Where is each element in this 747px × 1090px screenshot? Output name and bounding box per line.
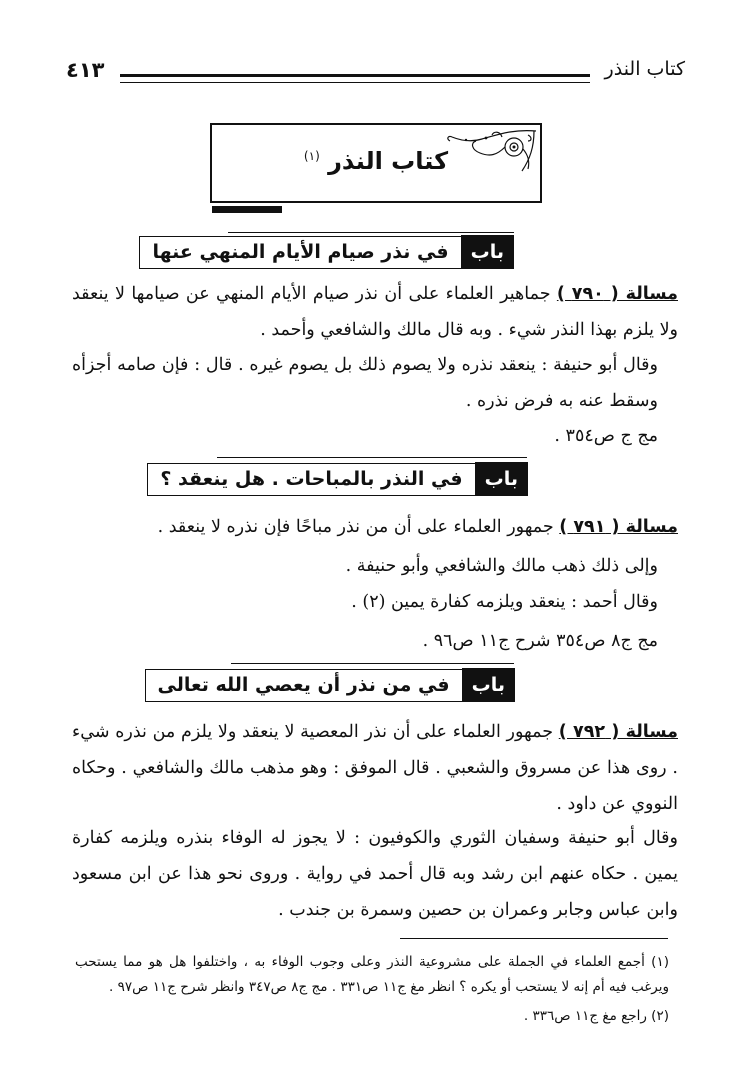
issue-label: مسالة ( ٧٩١ ) xyxy=(559,517,678,537)
chapter-footnote-ref: (١) xyxy=(303,149,320,163)
section-title: في نذر صيام الأيام المنهي عنها xyxy=(139,236,460,269)
chapter-title-text: كتاب النذر xyxy=(328,147,449,175)
paragraph xyxy=(72,276,678,348)
section-heading xyxy=(157,668,515,702)
paragraph-text: جمهور العلماء على أن نذر المعصية لا ينعقد ولا يلزم من نذره شيء . روى هذا عن مسروق والشعبي . قال الموفق : وهو مذهب مالك والشافعي . وحكاه النووي عن داود . xyxy=(72,722,678,814)
paragraph-text: وقال أبو حنيفة وسفيان الثوري والكوفيون : لا يجوز له الوفاء بنذره ويلزمه كفارة يمين . حكاه عنهم ابن رشد وبه قال أحمد في رواية . وروى نحو هذا عن ابن مسعود وابن عباس وجابر وعمران بن حصين وسمرة بن جندب . xyxy=(72,828,678,920)
paragraph xyxy=(72,509,678,545)
section-heading xyxy=(160,462,528,496)
paragraph-text: وقال أحمد : ينعقد ويلزمه كفارة يمين (٢) . xyxy=(351,592,658,612)
section-top-rule xyxy=(217,457,527,458)
footnote: (١) أجمع العلماء في الجملة على مشروعية النذر وعلى وجوب الوفاء به ، واختلفوا هل هو مما يستحب ويرغب فيه أم إنه لا يستحب أو يكره ؟ انظر مغ ج١١ ص٣٣١ . مج ج٨ ص٣٤٧ وانظر شرح ج١١ ص٩٧ . xyxy=(75,954,669,995)
paragraph xyxy=(72,584,658,620)
issue-label: مسالة ( ٧٩٠ ) xyxy=(556,284,678,304)
issue-label: مسالة ( ٧٩٢ ) xyxy=(558,722,678,742)
running-header-title: كتاب النذر xyxy=(604,58,685,80)
section-heading xyxy=(152,235,514,269)
section-title: في النذر بالمباحات . هل ينعقد ؟ xyxy=(147,463,474,496)
paragraph-text: وقال أبو حنيفة : ينعقد نذره ولا يصوم ذلك بل يصوم غيره . قال : فإن صامه أجزأه وسقط عنه به فرض نذره . xyxy=(72,355,658,411)
chapter-box-shadow-bar xyxy=(212,206,282,213)
section-badge: باب xyxy=(475,462,528,496)
chapter-title-box xyxy=(210,123,542,203)
section-badge: باب xyxy=(462,668,515,702)
reference-line xyxy=(72,623,658,659)
chapter-title xyxy=(212,147,540,175)
footnote-separator xyxy=(400,938,668,939)
paragraph xyxy=(72,820,678,928)
reference-line xyxy=(72,418,658,454)
paragraph-text: مج ج ص٣٥٤ . xyxy=(554,426,658,446)
header-rule xyxy=(120,74,590,83)
section-badge: باب xyxy=(461,235,514,269)
paragraph-text: جمهور العلماء على أن من نذر مباحًا فإن نذره لا ينعقد . xyxy=(157,517,560,537)
page-number: ٤١٣ xyxy=(66,58,105,82)
section-title: في من نذر أن يعصي الله تعالى xyxy=(145,669,462,702)
paragraph xyxy=(72,347,658,419)
paragraph xyxy=(72,714,678,822)
paragraph-text: وإلى ذلك ذهب مالك والشافعي وأبو حنيفة . xyxy=(345,556,658,576)
paragraph xyxy=(72,548,658,584)
paragraph-text: مج ج٨ ص٣٥٤ شرح ج١١ ص٩٦ . xyxy=(422,631,658,651)
footnote: (٢) راجع مغ ج١١ ص٣٣٦ . xyxy=(523,1008,669,1024)
section-top-rule xyxy=(228,232,514,233)
section-top-rule xyxy=(231,663,514,664)
paragraph-text: جماهير العلماء على أن نذر صيام الأيام المنهي عن صيامها لا ينعقد ولا يلزم بهذا النذر شيء . وبه قال مالك والشافعي وأحمد . xyxy=(72,284,678,340)
